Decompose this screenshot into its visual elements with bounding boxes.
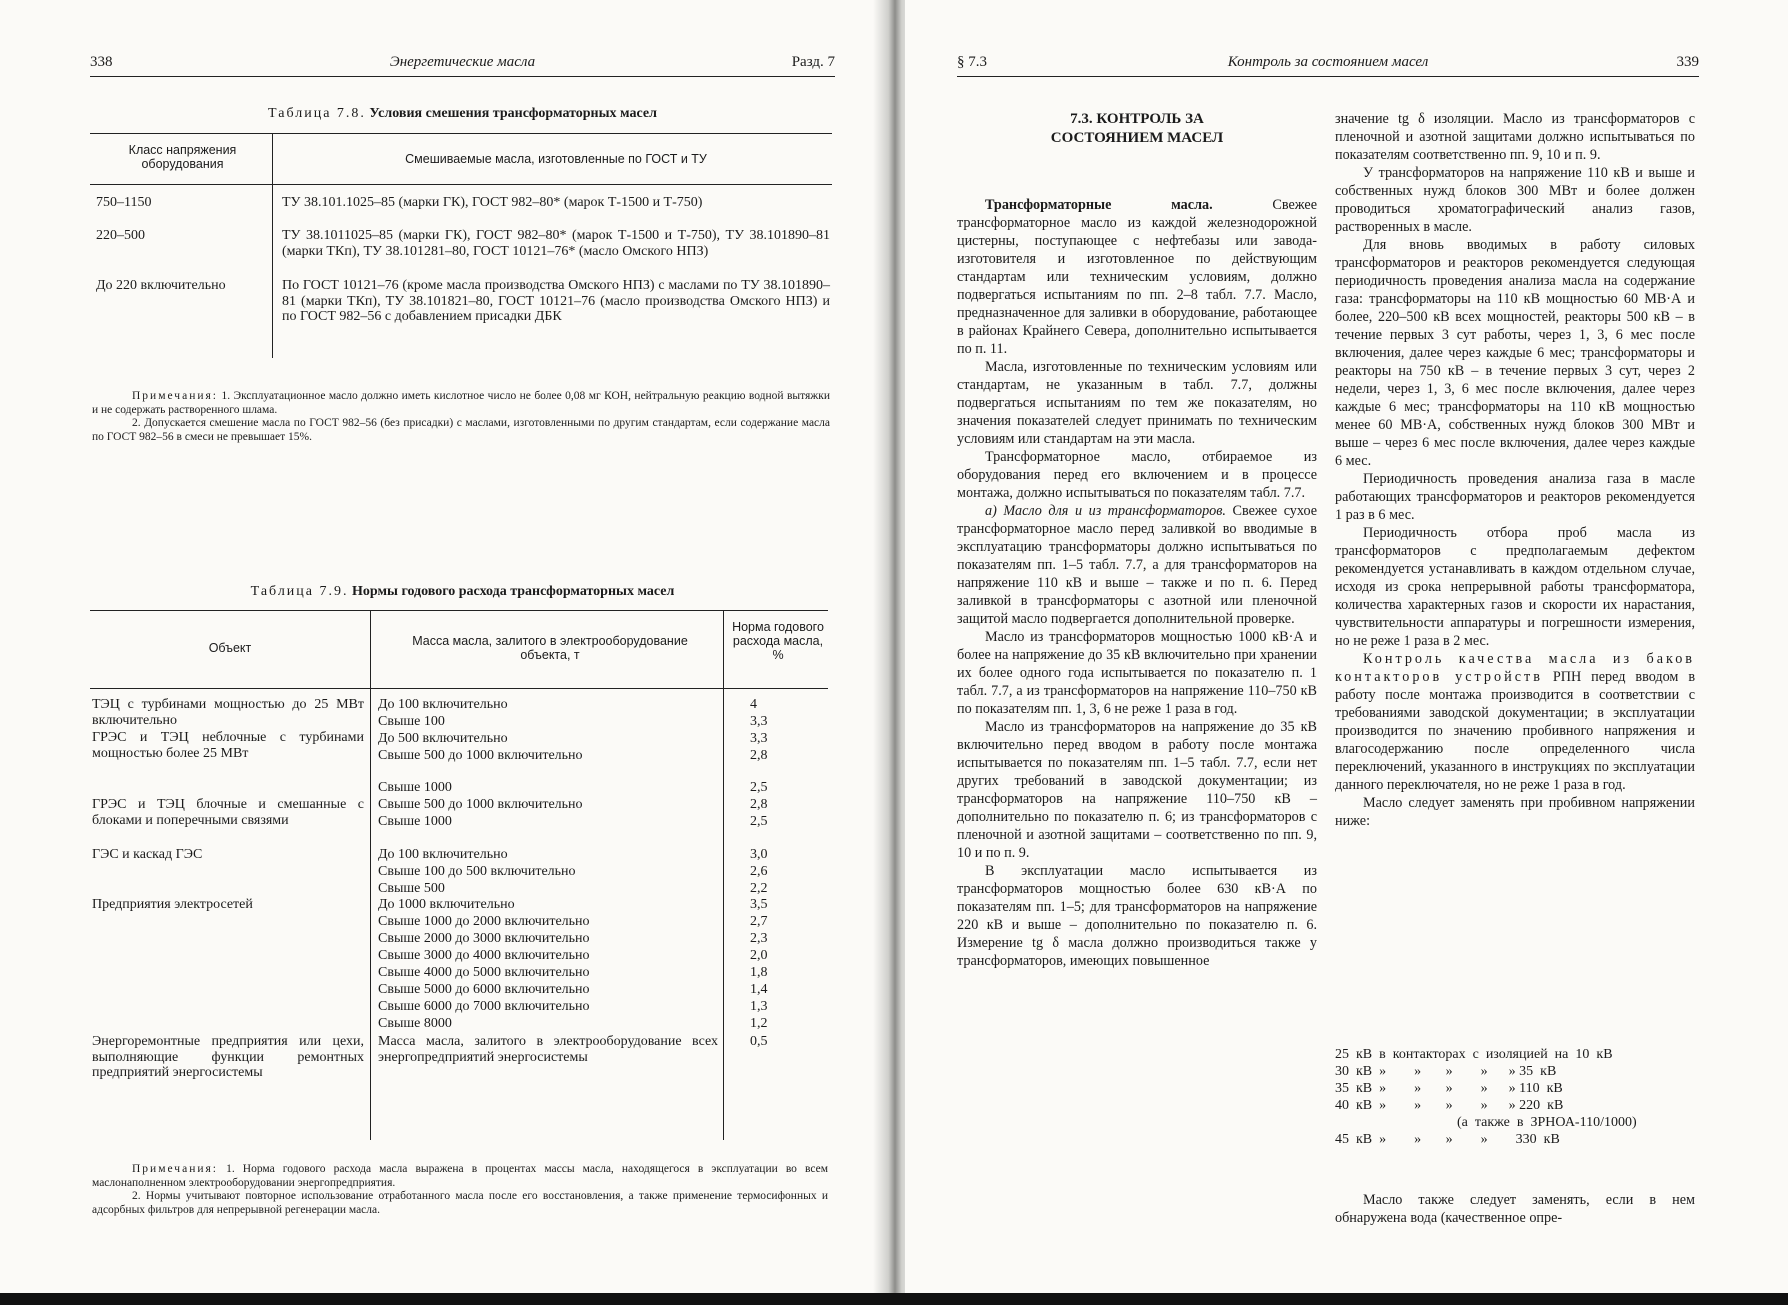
voltage-line-3: 35 кВ » » » » » 110 кВ — [1335, 1081, 1563, 1096]
left-running-header — [90, 54, 835, 77]
table-7-8-divider — [272, 133, 273, 358]
voltage-line-4: 40 кВ » » » » » 220 кВ — [1335, 1098, 1564, 1113]
table-7-9-norm-12: 2,7 — [750, 914, 768, 929]
table-7-8-class-1: 750–1150 — [96, 195, 152, 210]
table-7-9-norm-16: 1,4 — [750, 982, 768, 997]
table-7-9-mass-16: Свыше 5000 до 6000 включительно — [378, 982, 590, 997]
table-7-9-divider-2 — [723, 610, 724, 1140]
page-number-left: 338 — [90, 54, 113, 70]
table-7-9-norm-9: 2,6 — [750, 864, 768, 879]
table-7-9-header-mass: Масса масла, залитого в электрооборудование объекта, т — [412, 634, 688, 662]
para-storage-testing: Масло из трансформаторов мощностью 1000 кВ·А и более на напряжение до 35 кВ включительно при хранении их более одного года испытывается по показателю п. 1 табл. 7.7, а из трансформаторов на напряжение 110–750 кВ по показателям пп. 1, 3, 6 не реже 1 раза в год. — [957, 629, 1317, 717]
table-7-9-norm-19: 0,5 — [750, 1034, 768, 1049]
voltage-line-1: 25 кВ в контакторах с изоляцией на 10 кВ — [1335, 1047, 1613, 1062]
table-7-8-note-1: 1. Эксплуатационное масло должно иметь кислотное число не более 0,08 мг КОН, нейтральную реакцию водной вытяжки и не содержать растворенного шлама. — [92, 390, 830, 416]
right-column-2 — [1335, 110, 1695, 830]
table-7-9-norm-7: 2,5 — [750, 814, 768, 829]
table-7-8-header-class: Класс напряжения оборудования — [128, 143, 237, 171]
table-7-9-mass-17: Свыше 6000 до 7000 включительно — [378, 999, 590, 1014]
section-heading — [957, 110, 1317, 148]
table-7-8-title: Условия смешения трансформаторных масел — [369, 106, 657, 121]
para-commissioning-testing: Масло из трансформаторов на напряжение до 35 кВ включительно перед вводом в работу после монтажа испытывается по показателям пп. 1–5 табл. 7.7, если нет других требований в заводской документации; из трансформаторов на напряжение 110–750 кВ – дополнительно по показателю п. 6; из трансформаторов с пленочной и азотной защитами – соответственно по пп. 9, 10 и по п. 9. — [957, 719, 1317, 861]
table-7-9-mass-12: Свыше 1000 до 2000 включительно — [378, 914, 590, 929]
table-7-8-number: Таблица 7.8. — [268, 106, 366, 121]
table-7-9-norm-2: 3,3 — [750, 714, 768, 729]
table-7-8-oils-1: ТУ 38.101.1025–85 (марки ГК), ГОСТ 982–80* (марок Т-1500 и Т-750) — [282, 195, 703, 210]
table-7-9-norm-17: 1,3 — [750, 999, 768, 1014]
table-7-9-mass-18: Свыше 8000 — [378, 1016, 452, 1031]
table-7-9-header-object: Объект — [208, 641, 252, 655]
right-running-header — [957, 54, 1699, 77]
voltage-line-2: 30 кВ » » » » » 35 кВ — [1335, 1064, 1557, 1079]
table-7-9-norm-10: 2,2 — [750, 881, 768, 896]
para-tg-delta: значение tg δ изоляции. Масло из трансформаторов с пленочной и азотной защитами должно испытываться по показателям соответственно пп. 9, 10 и п. 9. — [1335, 111, 1695, 163]
table-7-9-norm-13: 2,3 — [750, 931, 768, 946]
table-7-9-norm-18: 1,2 — [750, 1016, 768, 1031]
table-7-8-class-3: До 220 включительно — [96, 278, 226, 293]
table-7-9-norm-3: 3,3 — [750, 731, 768, 746]
table-7-9-mass-13: Свыше 2000 до 3000 включительно — [378, 931, 590, 946]
right-section-label: § 7.3 — [957, 54, 987, 70]
table-7-8-header-oils: Смешиваемые масла, изготовленные по ГОСТ и ТУ — [405, 152, 707, 166]
table-7-9-mass-15: Свыше 4000 до 5000 включительно — [378, 965, 590, 980]
table-7-9-mass-19: Масса масла, залитого в электрооборудование всех энергопредприятий энергосистемы — [378, 1034, 718, 1065]
table-7-9-norm-8: 3,0 — [750, 847, 768, 862]
left-running-title: Энергетические масла — [389, 54, 536, 70]
table-7-9-header-norm: Норма годового расхода масла, % — [732, 620, 824, 662]
table-7-8-top-rule — [90, 133, 832, 134]
right-running-title: Контроль за состоянием масел — [1227, 54, 1429, 70]
notes-label: Примечания: — [132, 1163, 218, 1175]
table-7-9-notes — [92, 1163, 828, 1217]
para-oil-for-transformers-text: Свежее сухое трансформаторное масло перед заливкой во вводимые в эксплуатацию трансформаторы должно испытываться по показателям пп. 1–5 табл. 7.7, а для трансформаторов на напряжение 110 кВ и выше – также и по п. 6. Перед заливкой в трансформаторы с азотной или пленочной защитой масло подвергается дополнительной проверке. — [957, 503, 1318, 627]
table-7-9-mass-1: До 100 включительно — [378, 697, 508, 712]
notes-label: Примечания: — [132, 390, 218, 402]
table-7-9-mass-8: До 100 включительно — [378, 847, 508, 862]
para-contactor-oil-lead: Контроль качества масла из баков контакторов устройств — [1335, 651, 1695, 685]
para-gas-analysis-periodicity: Для вновь вводимых в работу силовых трансформаторов и реакторов рекомендуется следующая периодичность проведения анализа масла на содержание газа: трансформаторы на 110 кВ мощностью 60 МВ·А и более, 220–500 кВ всех мощностей, реакторы 500 кВ – в течение первых 3 сут работы, через 1, 3, 6 мес после включения, далее через каждые 6 мес; трансформаторы и реакторы на 750 кВ – в течение первых 3 сут, через 2 недели, через 1, 3, 6 мес после включения, далее через каждые 6 мес; трансформаторы на 110 кВ мощностью менее 60 МВ·А, собственных нужд блоков 300 МВт и выше – через 6 мес после включения, далее через каждые 6 мес. — [1335, 237, 1695, 469]
table-7-9-mass-6: Свыше 500 до 1000 включительно — [378, 797, 583, 812]
para-oil-for-transformers — [957, 502, 1317, 628]
table-7-8-oils-2: ТУ 38.1011025–85 (марки ГК), ГОСТ 982–80* (марок Т-1500 и Т-750), ТУ 38.101890–81 (марки ТКп), ТУ 38.101281–80, ГОСТ 10121–76* (масло Омского НПЗ) — [282, 228, 830, 259]
para-replace-threshold: Масло следует заменять при пробивном напряжении ниже: — [1335, 795, 1695, 829]
para-spec-oils: Масла, изготовленные по техническим условиям или стандартам, не указанным в табл. 7.7, должны подвергаться испытаниям по тем же показателям, но значения показателей следует принимать по техническим условиям или стандартам на эти масла. — [957, 359, 1317, 447]
table-7-9-norm-4: 2,8 — [750, 748, 768, 763]
table-7-9-number: Таблица 7.9. — [250, 584, 349, 599]
left-page — [0, 0, 885, 1293]
section-heading-line-2: СОСТОЯНИЕМ МАСЕЛ — [1050, 130, 1224, 146]
para-water-replace: Масло также следует заменять, если в нем обнаружена вода (качественное опре- — [1335, 1192, 1695, 1226]
right-column-1 — [957, 110, 1317, 970]
table-7-9-title: Нормы годового расхода трансформаторных масел — [352, 584, 675, 599]
table-7-9-note-2: 2. Нормы учитывают повторное использование отработанного масла после его восстановления, а также применение термосифонных и адсорбных фильтров для непрерывной регенерации масла. — [92, 1190, 828, 1216]
para-contactor-oil — [1335, 650, 1695, 794]
table-7-9-header-rule — [90, 688, 828, 689]
table-7-8-oils-3: По ГОСТ 10121–76 (кроме масла производства Омского НПЗ) с маслами по ТУ 38.101890–81 (марки ТКп), ТУ 38.101821–80, ГОСТ 10121–76 (масло производства Омского НПЗ) и по ГОСТ 982–56 с добавлением присадки ДБК — [282, 278, 830, 324]
table-7-9-mass-11: До 1000 включительно — [378, 897, 515, 912]
table-7-9-object-4: ГЭС и каскад ГЭС — [92, 847, 203, 862]
section-heading-line-1: 7.3. КОНТРОЛЬ ЗА — [1070, 111, 1204, 127]
table-7-9-object-2: ГРЭС и ТЭЦ неблочные с турбинами мощностью более 25 МВт — [92, 730, 364, 761]
para-transformer-oils-text: Свежее трансформаторное масло из каждой железнодорожной цистерны, поступающее с нефтебазы или завода-изготовителя и изготовленное по действующим стандартам или техническим условиям, должно подвергаться испытаниям по пп. 2–8 табл. 7.7. Масло, предназначенное для заливки в оборудование, работающее в районах Крайнего Севера, дополнительно испытывается по п. 11. — [957, 197, 1317, 357]
table-7-9-mass-7: Свыше 1000 — [378, 814, 452, 829]
table-7-9-mass-14: Свыше 3000 до 4000 включительно — [378, 948, 590, 963]
voltage-line-5: (а также в ЗРНОА-110/1000) — [1457, 1115, 1637, 1130]
para-transformer-oils-lead: Трансформаторные масла. — [985, 197, 1213, 213]
table-7-9-object-1: ТЭЦ с турбинами мощностью до 25 МВт включительно — [92, 697, 364, 728]
table-7-9-mass-3: До 500 включительно — [378, 731, 508, 746]
voltage-line-6: 45 кВ » » » » 330 кВ — [1335, 1132, 1560, 1147]
table-7-9-divider-1 — [370, 610, 371, 1140]
table-7-9-norm-14: 2,0 — [750, 948, 768, 963]
page-number-right: 339 — [1676, 54, 1699, 70]
table-7-9-caption — [90, 584, 835, 600]
table-7-9-norm-5: 2,5 — [750, 780, 768, 795]
right-column-2-tail — [1335, 1191, 1695, 1227]
para-oil-for-transformers-lead: а) Масло для и из трансформаторов. — [985, 503, 1226, 519]
table-7-8-note-2: 2. Допускается смешение масла по ГОСТ 982–56 (без присадки) с маслами, изготовленными по другим стандартам, если содержание масла по ГОСТ 982–56 в смеси не превышает 15%. — [92, 417, 830, 443]
para-transformer-oils — [957, 196, 1317, 358]
table-7-9-mass-2: Свыше 100 — [378, 714, 445, 729]
table-7-8-header-rule — [90, 184, 832, 185]
scan-bottom-edge — [0, 1293, 1788, 1305]
table-7-9-object-6: Энергоремонтные предприятия или цехи, выполняющие функции ремонтных предприятий энергосистемы — [92, 1034, 364, 1080]
table-7-9-mass-5: Свыше 1000 — [378, 780, 452, 795]
para-chromatography: У трансформаторов на напряжение 110 кВ и выше и собственных нужд блоков 300 МВт и более должен проводиться хроматографический анализ газов, растворенных в масле. — [1335, 165, 1695, 235]
table-7-9-mass-4: Свыше 500 до 1000 включительно — [378, 748, 583, 763]
table-7-9-norm-15: 1,8 — [750, 965, 768, 980]
table-7-8-caption — [90, 106, 835, 122]
para-operation-testing: В эксплуатации масло испытывается из трансформаторов мощностью более 630 кВ·А по показателям пп. 1–5; для трансформаторов на напряжение 220 кВ и выше – дополнительно по показателю п. 6. Измерение tg δ масла должно производиться также у трансформаторов, имеющих повышенное — [957, 863, 1317, 969]
table-7-9-note-1: 1. Норма годового расхода масла выражена в процентах массы масла, находящегося в эксплуатации во всем маслонаполненном электрооборудовании энергопредприятия. — [92, 1163, 828, 1189]
table-7-9-object-5: Предприятия электросетей — [92, 897, 253, 912]
table-7-9-mass-10: Свыше 500 — [378, 881, 445, 896]
para-working-transformers: Периодичность проведения анализа газа в масле работающих трансформаторов и реакторов рекомендуется 1 раз в 6 мес. — [1335, 471, 1695, 523]
table-7-9-norm-11: 3,5 — [750, 897, 768, 912]
right-page — [905, 0, 1788, 1293]
left-section-label: Разд. 7 — [791, 54, 835, 70]
table-7-9-object-3: ГРЭС и ТЭЦ блочные и смешанные с блоками и поперечными связями — [92, 797, 364, 828]
table-7-8-class-2: 220–500 — [96, 228, 145, 243]
para-defect-sampling: Периодичность отбора проб масла из трансформаторов с предполагаемым дефектом рекомендуется устанавливать в каждом отдельном случае, исходя из срока непрерывной работы трансформатора, количества характерных газов и скорости их нарастания, чувствительности аппаратуры и погрешности измерения, но не реже 1 раза в 2 мес. — [1335, 525, 1695, 649]
para-sampled-oil: Трансформаторное масло, отбираемое из оборудования перед его включением и в процессе монтажа, должно испытываться по показателям табл. 7.7. — [957, 449, 1317, 501]
table-7-9-top-rule — [90, 610, 828, 611]
para-contactor-oil-text: РПН перед вводом в работу после монтажа производится в соответствии с требованиями заводской документации; в эксплуатации производится по значению пробивного напряжения и влагосодержанию после определенного числа переключений, указанного в инструкциях по эксплуатации данного переключателя, но не реже 1 раза в год. — [1335, 669, 1696, 793]
table-7-9-mass-9: Свыше 100 до 500 включительно — [378, 864, 576, 879]
table-7-8-notes — [92, 390, 830, 444]
table-7-9-norm-1: 4 — [750, 697, 757, 712]
table-7-9-norm-6: 2,8 — [750, 797, 768, 812]
